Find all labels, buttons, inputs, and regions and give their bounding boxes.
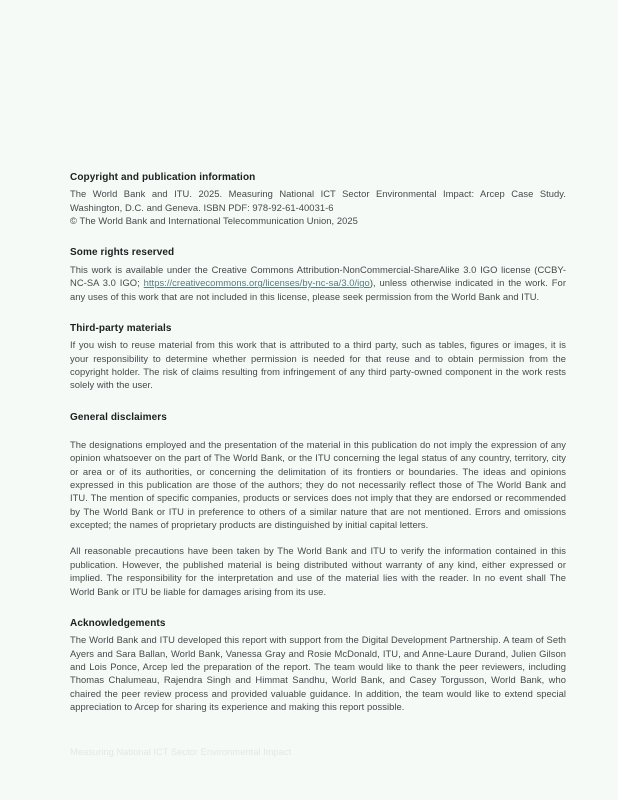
ghost-text-line: Measuring National ICT Sector Environmental Impact: [70, 746, 292, 757]
third-party-paragraph: If you wish to reuse material from this work that is attributed to a third party, such as tables, figures or images, it is your responsibility to determine whether permission is needed for that reuse and to obtain permission from the copyright holder. The risk of claims resulting from infringement of any third party-owned component in the work rests solely with the user.: [70, 339, 566, 391]
third-party-heading: Third-party materials: [70, 322, 172, 334]
acknowledgements-heading: Acknowledgements: [70, 617, 166, 629]
copyright-page-content: [70, 171, 566, 732]
copyright-notice: © The World Bank and International Telecommunication Union, 2025: [70, 215, 358, 227]
rights-text-after-link: ), unless otherwise indicated in the work. For any uses of this work that are not included in this license, please seek permission from the World Bank and ITU.: [70, 277, 566, 302]
citation-text: The World Bank and ITU. 2025. Measuring National ICT Sector Environmental Impact: Arcep Case Study. Washington, D.C. and Geneva. ISBN PDF: 978-92-61-40031-6: [70, 188, 566, 213]
disclaimers-paragraph-1: The designations employed and the presentation of the material in this publication do not imply the expression of any opinion whatsoever on the part of The World Bank, or the ITU concerning the legal status of any country, territory, city or area or of its authorities, or concerning the delimitation of its frontiers or boundaries. The ideas and opinions expressed in this publication are those of the authors; they do not necessarily reflect those of The World Bank and ITU. The mention of specific companies, products or services does not imply that they are endorsed or recommended by The World Bank or ITU in preference to others of a similar nature that are not mentioned. Errors and omissions excepted; the names of proprietary products are distinguished by initial capital letters.: [70, 439, 566, 531]
rights-heading: Some rights reserved: [70, 247, 175, 259]
section-some-rights-reserved: [70, 246, 566, 302]
disclaimers-heading: General disclaimers: [70, 411, 167, 423]
section-general-disclaimers: [70, 411, 566, 598]
acknowledgements-paragraph: The World Bank and ITU developed this report with support from the Digital Development Partnership. A team of Seth Ayers and Sara Ballan, World Bank, Vanessa Gray and Rosie McDonald, ITU, and Anne-Laure Durand, Julien Gilson and Lois Ponce, Arcep led the preparation of the report. The team would like to thank the peer reviewers, including Thomas Chalumeau, Rajendra Singh and Himmat Sandhu, World Bank, and Casey Torgusson, World Bank, who chaired the peer review process and provided valuable guidance. In addition, the team would like to extend special appreciation to Arcep for sharing its experience and making this report possible.: [70, 634, 566, 712]
rights-paragraph: [70, 263, 566, 303]
section-third-party-materials: [70, 322, 566, 392]
section-copyright-info: [70, 171, 566, 227]
creative-commons-license-link[interactable]: https://creativecommons.org/licenses/by-nc-sa/3.0/igo: [143, 277, 370, 289]
section-acknowledgements: [70, 617, 566, 713]
rights-text-before-link: This work is available under the Creative Commons Attribution-NonCommercial-ShareAlike 3.0 IGO license (CCBY-NC-SA 3.0 IGO;: [70, 263, 566, 289]
copyright-info-heading: Copyright and publication information: [70, 172, 256, 183]
disclaimers-paragraph-2: All reasonable precautions have been taken by The World Bank and ITU to verify the information contained in this publication. However, the published material is being distributed without warranty of any kind, either expressed or implied. The responsibility for the interpretation and use of the material lies with the reader. In no event shall The World Bank or ITU be liable for damages arising from its use.: [70, 545, 566, 597]
